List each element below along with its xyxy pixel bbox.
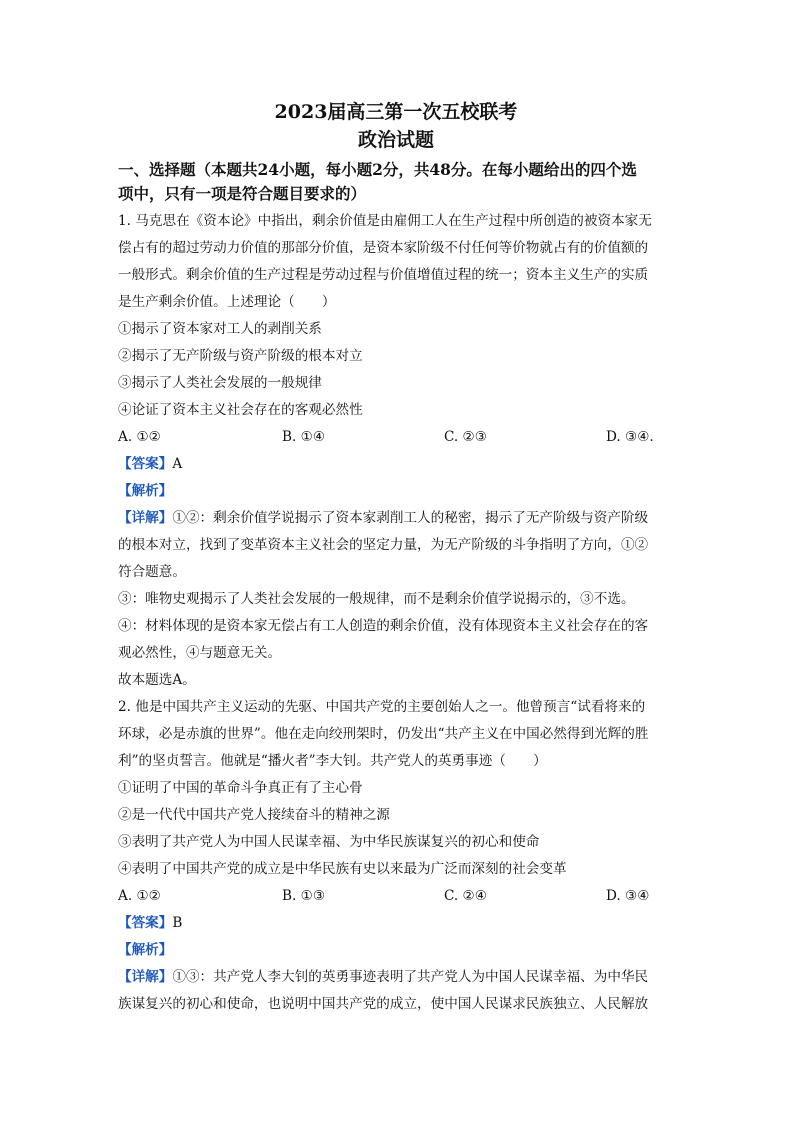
detail-text-line: 故本题选A。 (118, 672, 196, 688)
section-heading-line: 一、选择题（本题共24小题，每小题2分，共48分。在每小题给出的四个选 (118, 160, 637, 179)
analysis-label: 【解析】 (118, 942, 173, 958)
question-stem-line: 环球，必是赤旗的世界”。他在走向绞刑架时，仍发出“共产主义在中国必然得到光辉的胜 (118, 726, 649, 742)
option-c: C. ②④ (444, 888, 487, 904)
exam-subject: 政治试题 (357, 129, 434, 151)
option-d: D. ③④ (606, 888, 650, 904)
detail-label: 【详解】 (118, 510, 173, 526)
statement-item: ③揭示了人类社会发展的一般规律 (118, 375, 322, 391)
detail-text: ①③：共产党人李大钊的英勇事迹表明了共产党人为中国人民谋幸福、为中华民 (172, 969, 649, 985)
answer-options (118, 424, 674, 451)
detail-text-line: ③：唯物史观揭示了人类社会发展的一般规律，而不是剩余价值学说揭示的，③不选。 (118, 591, 635, 607)
question-stem-line: 一般形式。剩余价值的生产过程是劳动过程与价值增值过程的统一；资本主义生产的实质 (118, 267, 649, 283)
question-stem-line: 2. 他是中国共产主义运动的先驱、中国共产党的主要创始人之一。他曾预言“试看将来的 (118, 699, 646, 715)
option-a: A. ①② (118, 429, 161, 445)
question-2 (118, 694, 674, 1018)
answer-label: 【答案】 (118, 915, 173, 931)
question-stem-line: 是生产剩余价值。上述理论（ ） (118, 294, 336, 310)
option-b: B. ①③ (282, 888, 326, 904)
statement-item: ②是一代代中国共产党人接续奋斗的精神之源 (118, 807, 390, 823)
answer-label: 【答案】 (118, 456, 173, 472)
answer-line (118, 910, 674, 937)
question-stem-line: 1. 马克思在《资本论》中指出，剩余价值是由雇佣工人在生产过程中所创造的被资本家无 (118, 213, 652, 229)
answer-value: A (172, 456, 183, 472)
detail-text-line: 观必然性，④与题意无关。 (118, 645, 282, 661)
detail-text-line: ④：材料体现的是资本家无偿占有工人创造的剩余价值，没有体现资本主义社会存在的客 (118, 618, 649, 634)
question-1 (118, 208, 674, 694)
exam-title: 2023届高三第一次五校联考 (274, 101, 518, 123)
detail-line (118, 964, 674, 991)
statement-item: ①证明了中国的革命斗争真正有了主心骨 (118, 780, 363, 796)
answer-value: B (172, 915, 183, 931)
option-d: D. ③④. (606, 429, 654, 445)
analysis-line (118, 478, 674, 505)
answer-options (118, 883, 674, 910)
option-c: C. ②③ (444, 429, 487, 445)
analysis-line (118, 937, 674, 964)
option-a: A. ①② (118, 888, 161, 904)
detail-line (118, 505, 674, 532)
option-b: B. ①④ (282, 429, 326, 445)
detail-text-line: 的根本对立，找到了变革资本主义社会的坚定力量，为无产阶级的斗争指明了方向，①② (118, 537, 649, 553)
statement-item: ④表明了中国共产党的成立是中华民族有史以来最为广泛而深刻的社会变革 (118, 861, 567, 877)
statement-item: ②揭示了无产阶级与资产阶级的根本对立 (118, 348, 363, 364)
section-heading (118, 158, 674, 206)
statement-item: ③表明了共产党人为中国人民谋幸福、为中华民族谋复兴的初心和使命 (118, 834, 540, 850)
analysis-label: 【解析】 (118, 483, 173, 499)
answer-line (118, 451, 674, 478)
detail-label: 【详解】 (118, 969, 173, 985)
detail-text: ①②：剩余价值学说揭示了资本家剥削工人的秘密，揭示了无产阶级与资产阶级 (172, 510, 649, 526)
question-stem-line: 偿占有的超过劳动力价值的那部分价值，是资本家阶级不付任何等价物就占有的价值额的 (118, 240, 649, 256)
detail-text-line: 符合题意。 (118, 564, 186, 580)
question-stem-line: 利”的坚贞誓言。他就是“播火者”李大钊。共产党人的英勇事迹（ ） (118, 753, 547, 769)
section-heading-line: 项中，只有一项是符合题目要求的） (118, 184, 367, 203)
statement-item: ④论证了资本主义社会存在的客观必然性 (118, 402, 363, 418)
detail-text-line: 族谋复兴的初心和使命，也说明中国共产党的成立，使中国人民谋求民族独立、人民解放 (118, 996, 649, 1012)
document-page (118, 98, 674, 1018)
statement-item: ①揭示了资本家对工人的剥削关系 (118, 321, 322, 337)
